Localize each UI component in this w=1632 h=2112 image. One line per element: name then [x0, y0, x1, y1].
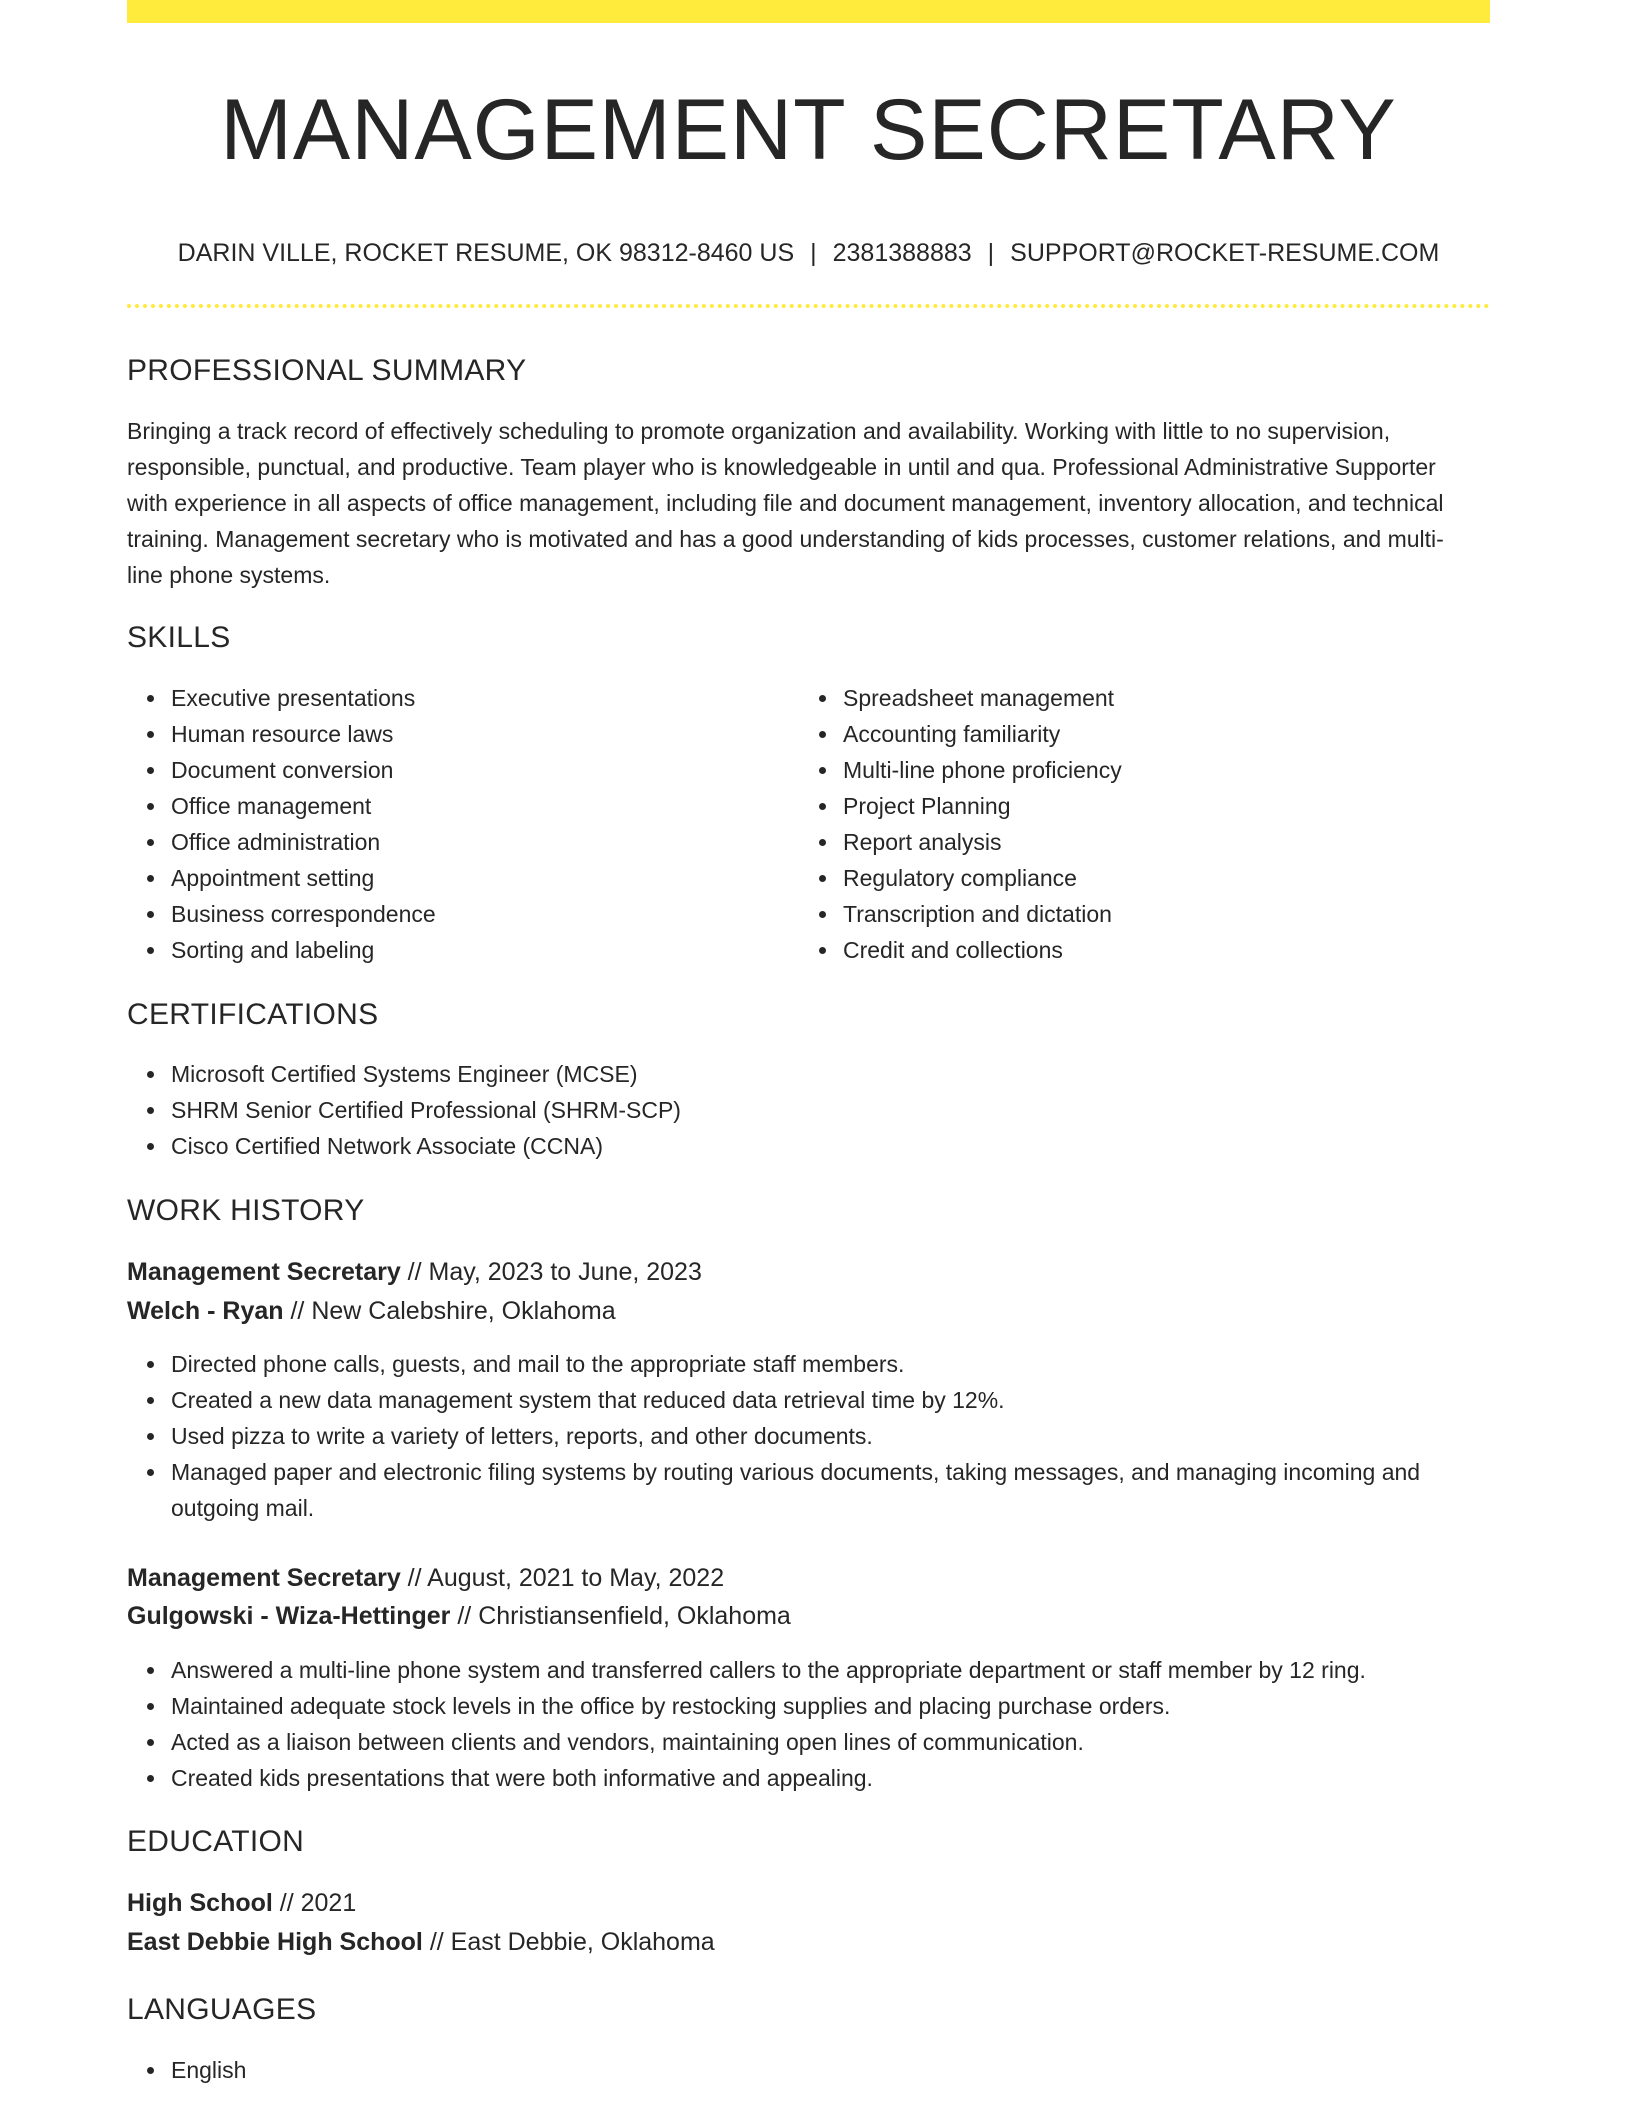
skill-item: Office management	[171, 788, 791, 824]
skill-item: Sorting and labeling	[171, 932, 791, 968]
education-location: // East Debbie, Oklahoma	[422, 1928, 715, 1956]
skill-item: Appointment setting	[171, 860, 791, 896]
job-title-line	[127, 1559, 724, 1597]
job-duty-item: Directed phone calls, guests, and mail to the appropriate staff members.	[171, 1346, 1491, 1382]
language-item: English	[171, 2052, 1491, 2088]
education-degree-line	[127, 1884, 356, 1922]
contact-separator: |	[810, 239, 817, 267]
skill-item: Human resource laws	[171, 716, 791, 752]
education-heading: EDUCATION	[127, 1825, 305, 1858]
job-duty-item: Acted as a liaison between clients and vendors, maintaining open lines of communication.	[171, 1724, 1491, 1760]
job-role: Management Secretary	[127, 1564, 401, 1592]
certification-item: Microsoft Certified Systems Engineer (MCSE)	[171, 1056, 1491, 1092]
job-duty-item: Created a new data management system that reduced data retrieval time by 12%.	[171, 1382, 1491, 1418]
dotted-divider	[127, 304, 1490, 308]
skills-list-left	[127, 680, 791, 968]
contact-email: SUPPORT@ROCKET-RESUME.COM	[1010, 239, 1440, 267]
job-company-line	[127, 1292, 616, 1330]
contact-phone: 2381388883	[832, 239, 972, 267]
job-location: // New Calebshire, Oklahoma	[283, 1297, 616, 1325]
job-duty-item: Used pizza to write a variety of letters, reports, and other documents.	[171, 1418, 1491, 1454]
languages-heading: LANGUAGES	[127, 1993, 317, 2026]
contact-separator: |	[987, 239, 995, 267]
job-duty-item: Managed paper and electronic filing systems by routing various documents, taking messages, and managing incoming and outgoing mail.	[171, 1454, 1491, 1526]
skill-item: Transcription and dictation	[843, 896, 1483, 932]
skill-item: Accounting familiarity	[843, 716, 1483, 752]
skill-item: Multi-line phone proficiency	[843, 752, 1483, 788]
job-location: // Christiansenfield, Oklahoma	[450, 1602, 791, 1630]
certification-item: SHRM Senior Certified Professional (SHRM-SCP)	[171, 1092, 1491, 1128]
work-history-heading: WORK HISTORY	[127, 1194, 365, 1227]
candidate-name: MANAGEMENT SECRETARY	[220, 82, 1397, 178]
job-duty-item: Created kids presentations that were both informative and appealing.	[171, 1760, 1491, 1796]
education-school: East Debbie High School	[127, 1928, 423, 1956]
skills-list-right	[799, 680, 1483, 968]
education-degree: High School	[127, 1889, 273, 1917]
contact-address: DARIN VILLE, ROCKET RESUME, OK 98312-8460 US	[177, 239, 795, 267]
job-dates: // August, 2021 to May, 2022	[400, 1564, 725, 1592]
accent-top-bar	[127, 0, 1490, 23]
job-company-line	[127, 1597, 791, 1635]
skill-item: Document conversion	[171, 752, 791, 788]
job-duty-item: Maintained adequate stock levels in the office by restocking supplies and placing purchase orders.	[171, 1688, 1491, 1724]
summary-text: Bringing a track record of effectively scheduling to promote organization and availability. Working with little to no supervision, responsible, punctual, and productive. Team player who is knowledgeable in until and qua. Professional Administrative Supporter with experience in all aspects of office management, including file and document management, inventory allocation, and technical training. Management secretary who is motivated and has a good understanding of kids processes, customer relations, and multi-line phone systems.	[127, 418, 1444, 588]
job-dates: // May, 2023 to June, 2023	[400, 1258, 702, 1286]
summary-heading: PROFESSIONAL SUMMARY	[127, 354, 527, 387]
skill-item: Office administration	[171, 824, 791, 860]
skill-item: Project Planning	[843, 788, 1483, 824]
job-duties-list	[127, 1346, 1491, 1526]
certifications-list	[127, 1056, 1491, 1164]
certification-item: Cisco Certified Network Associate (CCNA)	[171, 1128, 1491, 1164]
skill-item: Report analysis	[843, 824, 1483, 860]
skill-item: Executive presentations	[171, 680, 791, 716]
job-company: Gulgowski - Wiza-Hettinger	[127, 1602, 451, 1630]
skill-item: Regulatory compliance	[843, 860, 1483, 896]
job-title-line	[127, 1253, 702, 1291]
skills-heading: SKILLS	[127, 621, 231, 654]
skill-item: Credit and collections	[843, 932, 1483, 968]
job-role: Management Secretary	[127, 1258, 401, 1286]
skill-item: Spreadsheet management	[843, 680, 1483, 716]
languages-list	[127, 2052, 1491, 2088]
education-school-line	[127, 1923, 715, 1961]
contact-line	[127, 236, 1490, 270]
job-duties-list	[127, 1652, 1491, 1796]
education-year: // 2021	[272, 1889, 357, 1917]
job-company: Welch - Ryan	[127, 1297, 284, 1325]
job-duty-item: Answered a multi-line phone system and transferred callers to the appropriate department or staff member by 12 ring.	[171, 1652, 1491, 1688]
skill-item: Business correspondence	[171, 896, 791, 932]
certifications-heading: CERTIFICATIONS	[127, 998, 379, 1031]
